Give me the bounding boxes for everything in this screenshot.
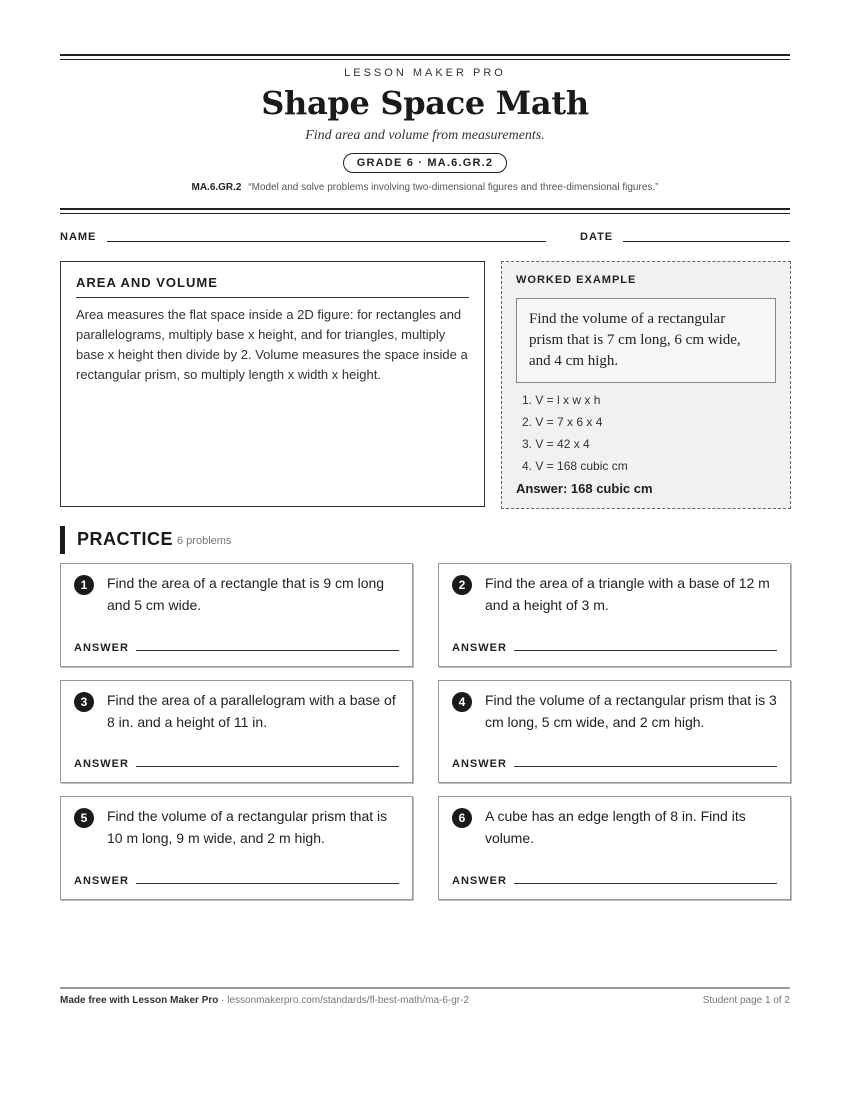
concept-body: Area measures the flat space inside a 2D figure: for rectangles and parallelograms, multiply base x height, and for triangles, multiply base x height then divide by 2. Volume measures the space inside a rectangular prism, so multiply length x width x height. (76, 307, 468, 382)
footer-rule (60, 987, 790, 989)
problem-number-badge: 2 (452, 575, 472, 595)
header-bottom-rule (60, 208, 790, 214)
worked-example-problem: Find the volume of a rectangular prism that is 7 cm long, 6 cm wide, and 4 cm high. (516, 298, 776, 383)
footer-url[interactable]: · lessonmakerpro.com/standards/fl-best-math/ma-6-gr-2 (218, 995, 470, 1006)
worked-step: 1. V = l x w x h (522, 393, 601, 407)
practice-problem-card (60, 796, 413, 900)
problem-number-badge: 1 (74, 575, 94, 595)
practice-problem-card (438, 563, 791, 667)
problem-number-badge: 3 (74, 692, 94, 712)
worked-example-heading: WORKED EXAMPLE (516, 274, 637, 286)
problem-number-badge: 6 (452, 808, 472, 828)
practice-count: 6 problems (177, 535, 232, 547)
answer-label: ANSWER (74, 642, 129, 654)
answer-field[interactable] (514, 883, 777, 884)
practice-problem-card (438, 680, 791, 783)
page-subtitle: Find area and volume from measurements. (305, 128, 545, 143)
problem-text: Find the volume of a rectangular prism that is 10 m long, 9 m wide, and 2 m high. (107, 808, 388, 846)
worked-step: 4. V = 168 cubic cm (522, 459, 628, 473)
answer-field[interactable] (514, 766, 777, 767)
header-top-rule (60, 54, 790, 60)
footer-page-number: Student page 1 of 2 (702, 995, 790, 1006)
problem-number-badge: 4 (452, 692, 472, 712)
problem-number-badge: 5 (74, 808, 94, 828)
problem-text: Find the area of a parallelogram with a base of 8 in. and a height of 11 in. (107, 692, 396, 730)
date-field[interactable] (623, 241, 790, 242)
practice-problem-card (438, 796, 791, 900)
practice-problem-card (60, 680, 413, 783)
practice-accent-bar (60, 526, 65, 554)
answer-label: ANSWER (452, 642, 507, 654)
problem-text: Find the volume of a rectangular prism that is 3 cm long, 5 cm wide, and 2 cm high. (485, 692, 777, 730)
answer-label: ANSWER (452, 875, 507, 887)
answer-label: ANSWER (74, 758, 129, 770)
answer-field[interactable] (136, 766, 399, 767)
practice-title: PRACTICE (77, 529, 174, 549)
worked-example-answer: Answer: 168 cubic cm (516, 481, 653, 496)
problem-text: Find the area of a triangle with a base of 12 m and a height of 3 m. (485, 575, 770, 613)
problem-text: A cube has an edge length of 8 in. Find its volume. (485, 808, 746, 846)
answer-field[interactable] (514, 650, 777, 651)
footer-credit (60, 995, 469, 1006)
grade-badge-wrap (0, 153, 850, 173)
worked-example-steps (516, 389, 776, 477)
answer-field[interactable] (136, 650, 399, 651)
answer-label: ANSWER (74, 875, 129, 887)
date-label: DATE (580, 231, 614, 243)
worked-step: 3. V = 42 x 4 (522, 437, 590, 451)
name-field[interactable] (107, 241, 546, 242)
page-title: Shape Space Math (261, 84, 589, 122)
worked-example-box (501, 261, 791, 509)
answer-field[interactable] (136, 883, 399, 884)
brand-name: LESSON MAKER PRO (344, 67, 506, 79)
standard-line (0, 182, 850, 193)
concept-box (60, 261, 485, 507)
problem-text: Find the area of a rectangle that is 9 cm long and 5 cm wide. (107, 575, 385, 613)
answer-label: ANSWER (452, 758, 507, 770)
worked-step: 2. V = 7 x 6 x 4 (522, 415, 603, 429)
practice-problem-card (60, 563, 413, 667)
name-label: NAME (60, 231, 97, 243)
standard-code: MA.6.GR.2 (191, 182, 242, 193)
grade-badge: GRADE 6 · MA.6.GR.2 (343, 153, 508, 173)
standard-text: “Model and solve problems involving two-dimensional figures and three-dimensional figures.” (248, 182, 659, 193)
concept-heading: AREA AND VOLUME (76, 275, 469, 298)
footer-made-with: Made free with Lesson Maker Pro (60, 995, 219, 1006)
